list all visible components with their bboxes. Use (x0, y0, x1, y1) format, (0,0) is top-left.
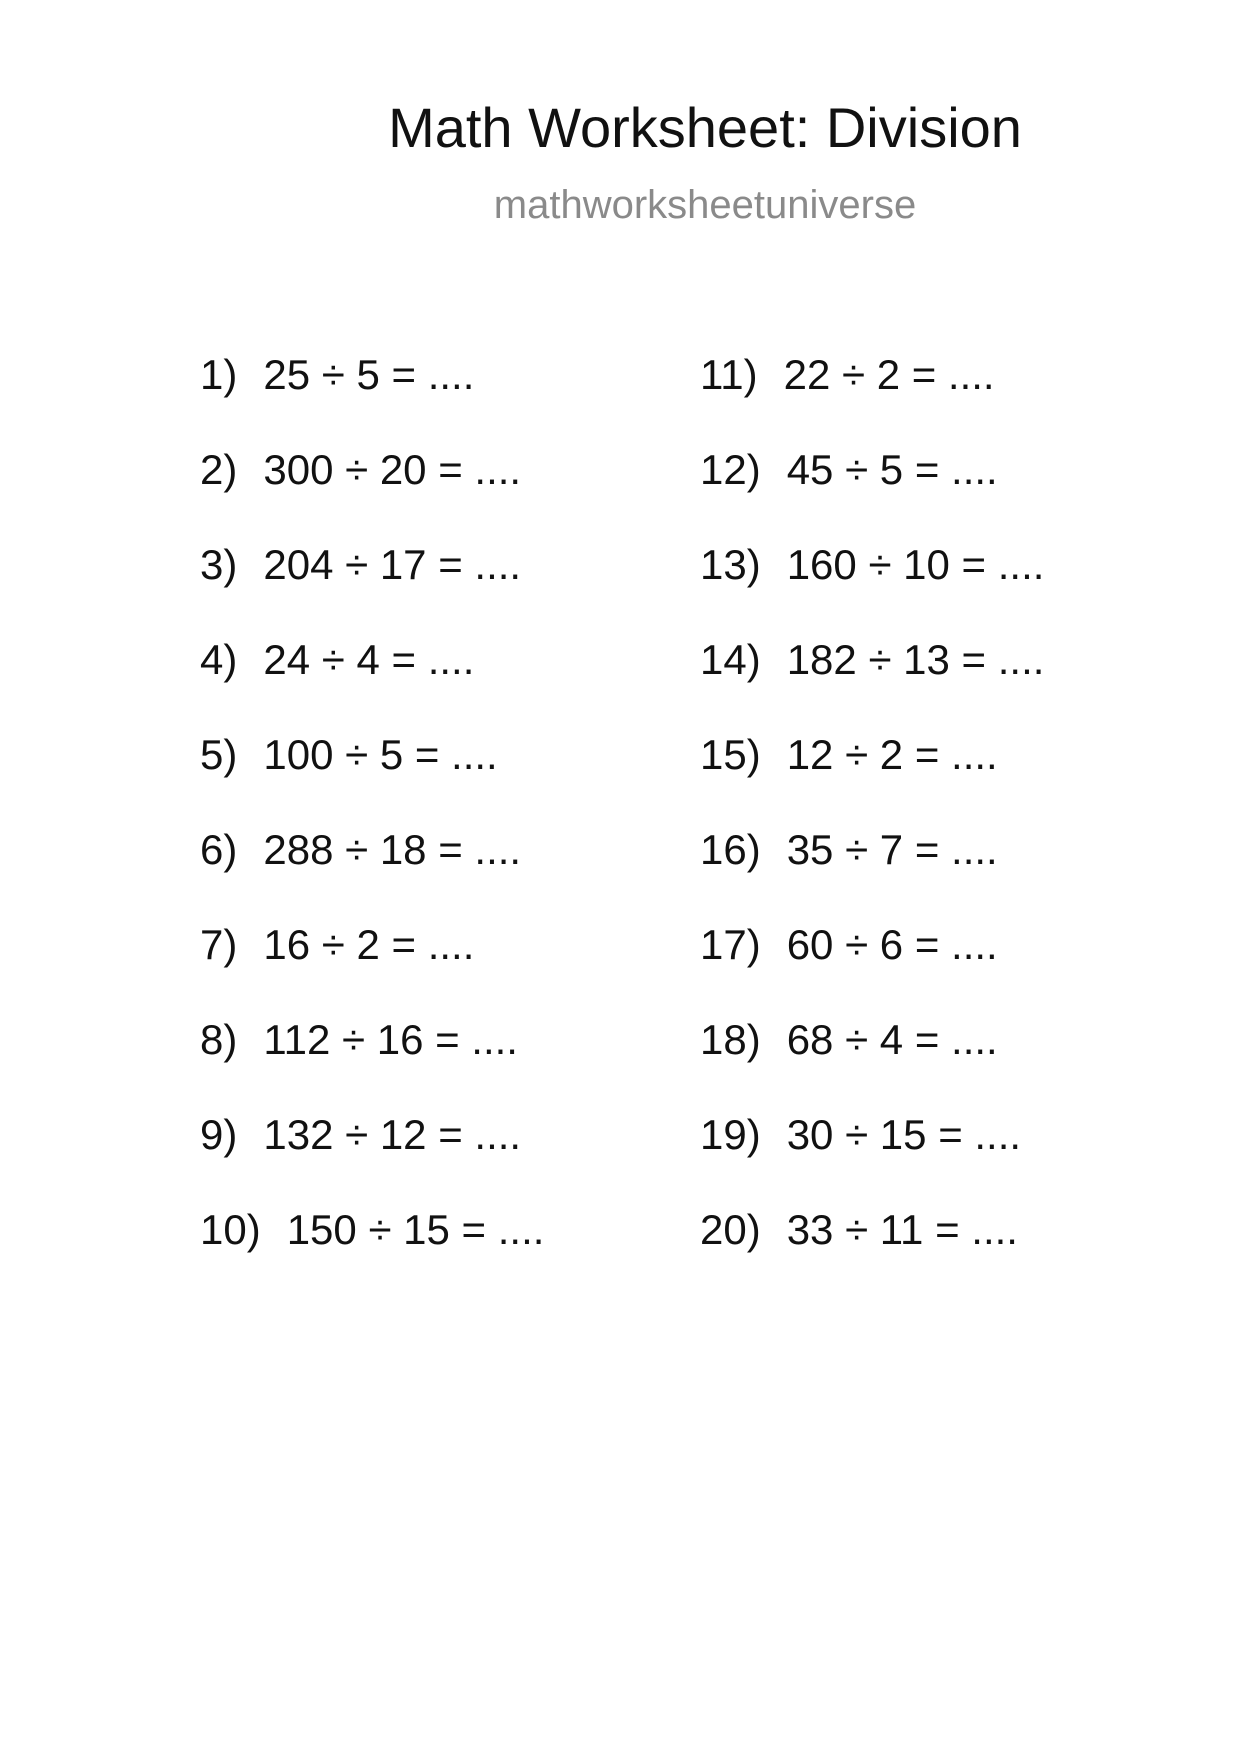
problem-list-left (200, 350, 544, 1300)
problem-item (200, 825, 544, 920)
problem-expression: 288 ÷ 18 = .... (263, 826, 522, 873)
problem-number: 18) (700, 1016, 761, 1063)
problem-item (700, 1110, 1044, 1205)
problem-expression: 204 ÷ 17 = .... (263, 541, 522, 588)
problem-number: 6) (200, 826, 238, 873)
problem-item (700, 635, 1044, 730)
worksheet-subtitle: mathworksheetuniverse (493, 183, 917, 227)
problem-item (700, 825, 1044, 920)
problem-expression: 132 ÷ 12 = .... (263, 1111, 522, 1158)
problem-expression: 24 ÷ 4 = .... (263, 636, 475, 683)
problem-number: 10) (200, 1206, 261, 1253)
problem-item (700, 445, 1044, 540)
problem-expression: 112 ÷ 16 = .... (263, 1016, 518, 1063)
problem-item (700, 540, 1044, 635)
problem-item (200, 1205, 544, 1300)
problem-expression: 150 ÷ 15 = .... (286, 1206, 545, 1253)
problem-number: 20) (700, 1206, 761, 1253)
problem-expression: 35 ÷ 7 = .... (786, 826, 998, 873)
problem-expression: 25 ÷ 5 = .... (263, 351, 475, 398)
problem-number: 15) (700, 731, 761, 778)
problem-item (200, 1015, 544, 1110)
problem-number: 11) (700, 351, 758, 398)
problem-expression: 182 ÷ 13 = .... (786, 636, 1045, 683)
problem-number: 3) (200, 541, 238, 588)
problem-expression: 16 ÷ 2 = .... (263, 921, 475, 968)
problem-item (200, 350, 544, 445)
problem-number: 4) (200, 636, 238, 683)
problem-item (200, 1110, 544, 1205)
problem-number: 16) (700, 826, 761, 873)
problem-item (200, 920, 544, 1015)
problem-expression: 160 ÷ 10 = .... (786, 541, 1045, 588)
problem-number: 14) (700, 636, 761, 683)
problem-item (200, 730, 544, 825)
problem-list-right (700, 350, 1044, 1300)
problem-number: 7) (200, 921, 238, 968)
problem-expression: 100 ÷ 5 = .... (263, 731, 498, 778)
problem-item (200, 635, 544, 730)
problem-number: 9) (200, 1111, 238, 1158)
problem-expression: 60 ÷ 6 = .... (786, 921, 998, 968)
problem-item (700, 730, 1044, 825)
problem-item (200, 445, 544, 540)
problem-item (200, 540, 544, 635)
worksheet-title: Math Worksheet: Division (388, 96, 1022, 159)
problem-number: 17) (700, 921, 761, 968)
problem-expression: 12 ÷ 2 = .... (786, 731, 998, 778)
problem-number: 19) (700, 1111, 761, 1158)
problem-expression: 68 ÷ 4 = .... (786, 1016, 998, 1063)
problem-number: 2) (200, 446, 238, 493)
problem-expression: 300 ÷ 20 = .... (263, 446, 522, 493)
problem-expression: 45 ÷ 5 = .... (786, 446, 998, 493)
problem-expression: 30 ÷ 15 = .... (786, 1111, 1022, 1158)
problem-item (700, 350, 1044, 445)
problem-expression: 22 ÷ 2 = .... (783, 351, 995, 398)
problem-item (700, 1015, 1044, 1110)
problem-expression: 33 ÷ 11 = .... (786, 1206, 1018, 1253)
problem-number: 13) (700, 541, 761, 588)
problem-number: 1) (200, 351, 238, 398)
problem-number: 5) (200, 731, 238, 778)
problem-number: 8) (200, 1016, 238, 1063)
problem-number: 12) (700, 446, 761, 493)
problem-item (700, 920, 1044, 1015)
problem-item (700, 1205, 1044, 1300)
